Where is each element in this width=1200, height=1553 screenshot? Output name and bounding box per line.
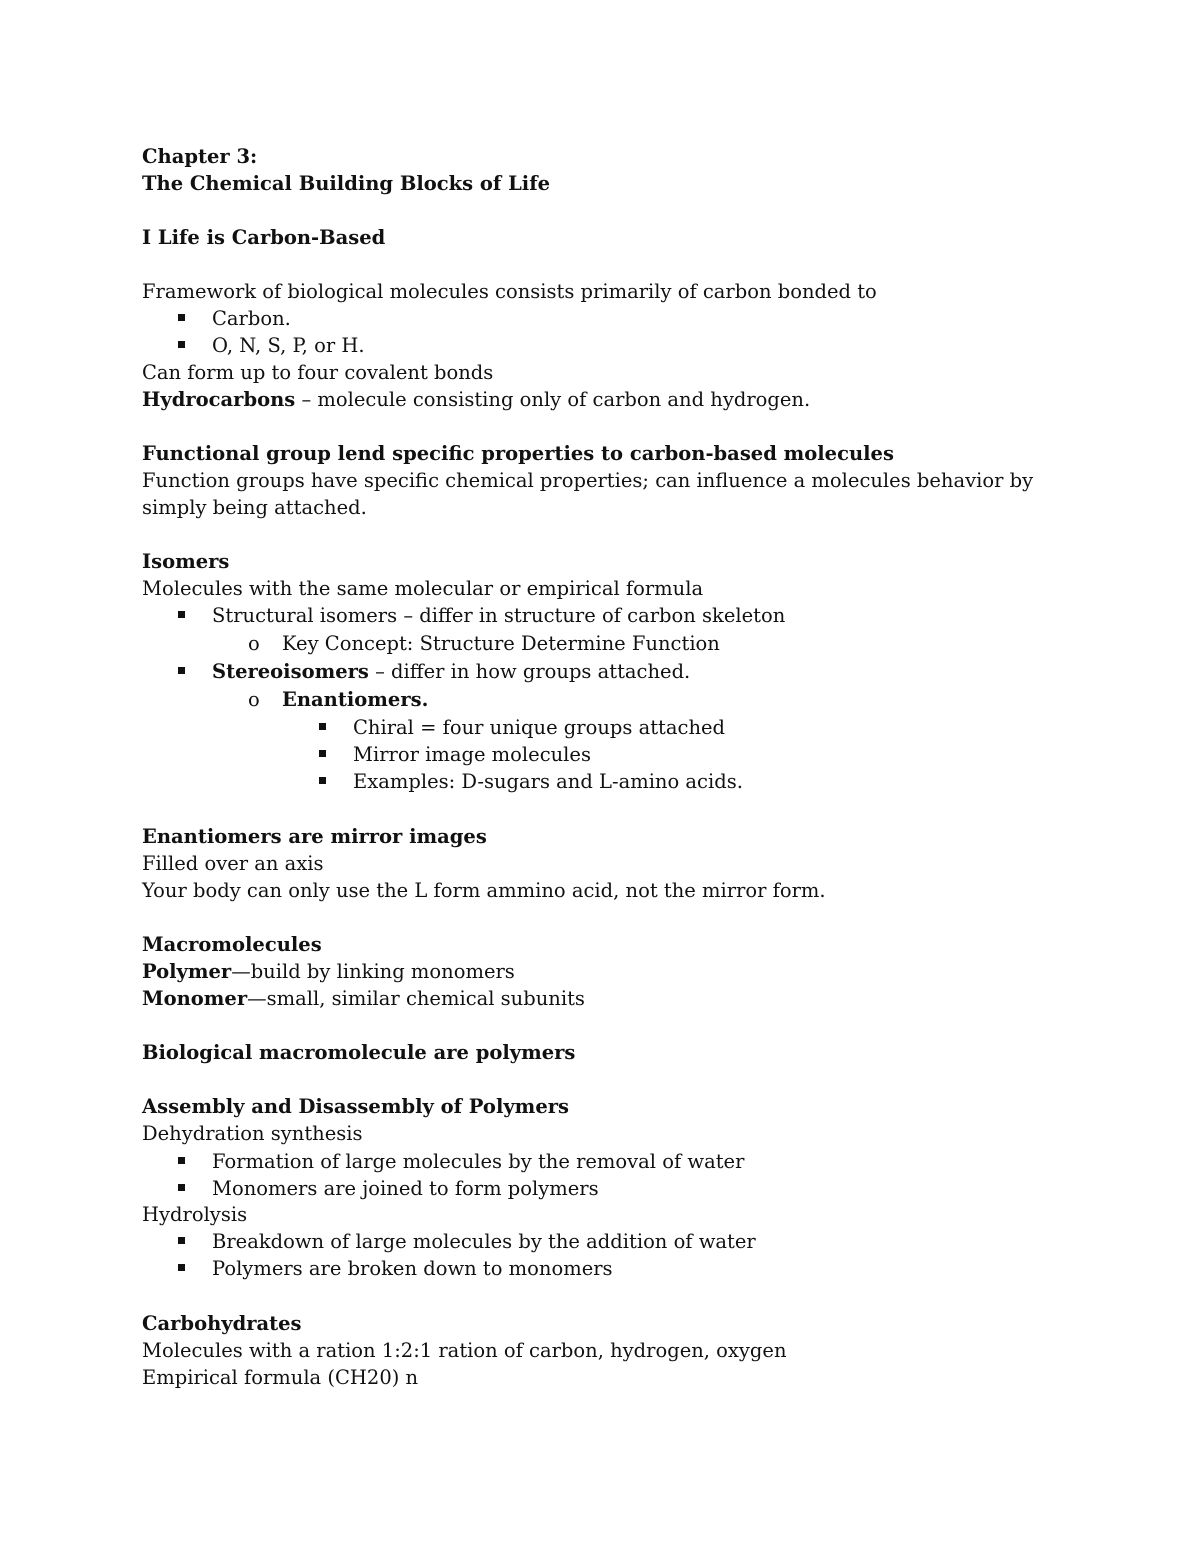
section-heading: Enantiomers are mirror images bbox=[142, 825, 487, 848]
bullet-item: Monomers are joined to form polymers bbox=[212, 1175, 599, 1202]
sub-sub-bullet-item: Chiral = four unique groups attached bbox=[353, 714, 725, 741]
bullet-marker bbox=[178, 1237, 185, 1244]
section-heading: Biological macromolecule are polymers bbox=[142, 1041, 576, 1064]
paragraph: Your body can only use the L form ammino acid, not the mirror form. bbox=[142, 879, 826, 902]
section-heading: Carbohydrates bbox=[142, 1312, 302, 1335]
bullet-marker bbox=[178, 341, 185, 348]
paragraph: Dehydration synthesis bbox=[142, 1122, 363, 1145]
paragraph: Function groups have specific chemical properties; can influence a molecules behavior by simply being attached. bbox=[142, 469, 1034, 519]
paragraph: Framework of biological molecules consists primarily of carbon bonded to bbox=[142, 280, 877, 303]
bullet-marker bbox=[178, 1157, 185, 1164]
bullet-marker bbox=[178, 314, 185, 321]
definition: – molecule consisting only of carbon and hydrogen. bbox=[295, 388, 811, 411]
bullet-marker bbox=[319, 723, 326, 730]
bullet-marker bbox=[319, 750, 326, 757]
chapter-label: Chapter 3: bbox=[142, 145, 258, 168]
bullet-marker bbox=[178, 1264, 185, 1271]
paragraph: Can form up to four covalent bonds bbox=[142, 361, 494, 384]
bullet-marker bbox=[178, 611, 185, 618]
sub-sub-bullet-item: Examples: D-sugars and L-amino acids. bbox=[353, 768, 743, 795]
paragraph: Hydrolysis bbox=[142, 1203, 248, 1226]
term: Polymer bbox=[142, 960, 232, 983]
section-heading: Isomers bbox=[142, 550, 230, 573]
document-title: The Chemical Building Blocks of Life bbox=[142, 172, 550, 195]
definition: —small, similar chemical subunits bbox=[247, 987, 585, 1010]
bullet-item: O, N, S, P, or H. bbox=[212, 332, 365, 359]
paragraph: Molecules with a ration 1:2:1 ration of carbon, hydrogen, oxygen bbox=[142, 1339, 787, 1362]
sub-bullet-item: o Enantiomers. bbox=[248, 688, 429, 711]
paragraph: Empirical formula (CH20) n bbox=[142, 1366, 419, 1389]
bullet-item: Stereoisomers – differ in how groups attached. bbox=[212, 658, 690, 685]
bullet-item: Structural isomers – differ in structure of carbon skeleton bbox=[212, 602, 785, 629]
bullet-item: Breakdown of large molecules by the addition of water bbox=[212, 1228, 756, 1255]
bullet-item: Polymers are broken down to monomers bbox=[212, 1255, 613, 1282]
definition-line bbox=[142, 985, 585, 1012]
paragraph: Molecules with the same molecular or empirical formula bbox=[142, 577, 704, 600]
bullet-marker bbox=[178, 1184, 185, 1191]
bullet-marker: o bbox=[248, 632, 260, 655]
bullet-item: Formation of large molecules by the removal of water bbox=[212, 1148, 744, 1175]
definition-line bbox=[142, 958, 515, 985]
definition: —build by linking monomers bbox=[231, 960, 515, 983]
sub-sub-bullet-item: Mirror image molecules bbox=[353, 741, 591, 768]
term: Hydrocarbons bbox=[142, 388, 296, 411]
section-heading: I Life is Carbon-Based bbox=[142, 226, 386, 249]
bullet-marker bbox=[319, 777, 326, 784]
bullet-marker: o bbox=[248, 688, 260, 711]
bullet-marker bbox=[178, 667, 185, 674]
section-heading: Functional group lend specific properties to carbon-based molecules bbox=[142, 442, 894, 465]
section-heading: Assembly and Disassembly of Polymers bbox=[142, 1095, 569, 1118]
term: Monomer bbox=[142, 987, 248, 1010]
sub-bullet-item: o Key Concept: Structure Determine Function bbox=[248, 632, 720, 655]
section-heading: Macromolecules bbox=[142, 933, 322, 956]
paragraph: Filled over an axis bbox=[142, 852, 324, 875]
bullet-item: Carbon. bbox=[212, 305, 291, 332]
definition-line bbox=[142, 386, 810, 413]
